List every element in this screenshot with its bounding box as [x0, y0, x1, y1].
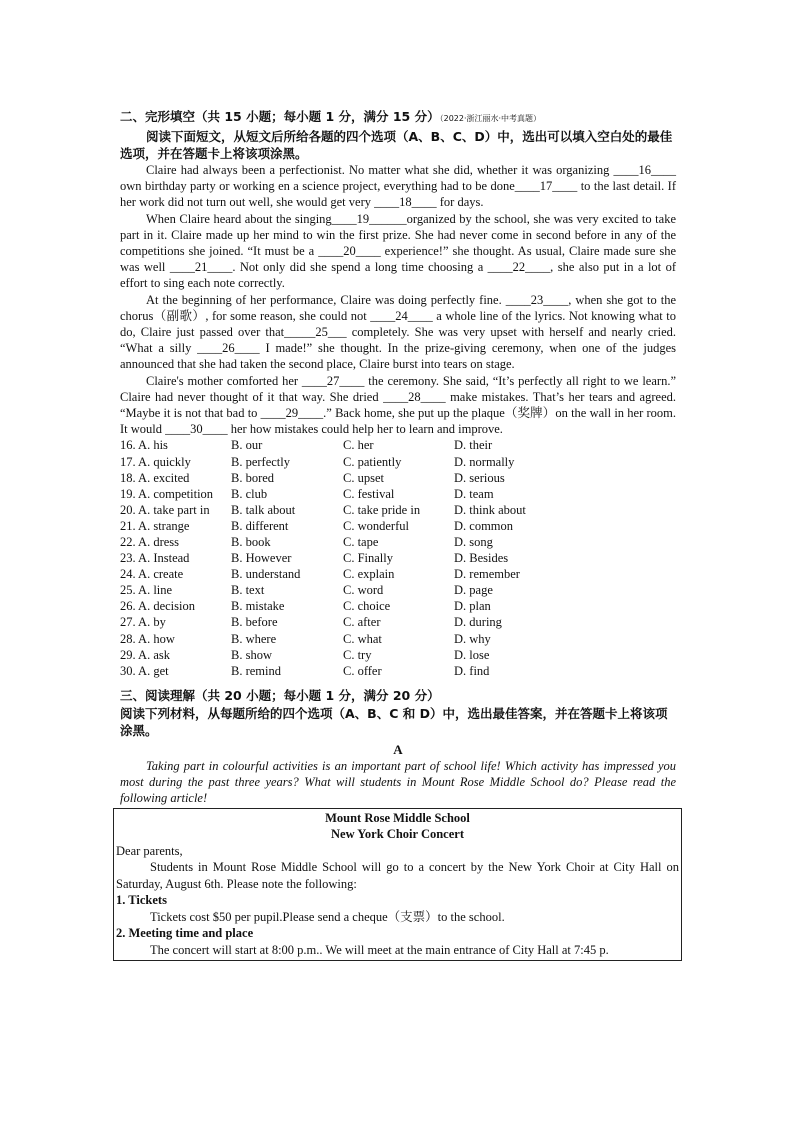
option-c: C. offer — [343, 663, 382, 678]
option-b: B. talk about — [231, 502, 296, 517]
option-b: B. mistake — [231, 599, 285, 614]
option-b: B. different — [231, 518, 289, 533]
option-d: D. lose — [454, 647, 490, 662]
notice-box — [113, 808, 682, 962]
option-c: C. what — [343, 631, 382, 646]
notice-tickets-text: Tickets cost $50 per pupil.Please send a cheque（支票）to the school. — [150, 909, 505, 924]
option-row — [120, 598, 526, 614]
option-b: B. book — [231, 535, 271, 550]
option-c: C. patiently — [343, 454, 402, 469]
option-c: C. try — [343, 647, 372, 662]
option-a: 27. A. by — [120, 615, 166, 630]
option-a: 17. A. quickly — [120, 454, 191, 469]
option-a: 29. A. ask — [120, 647, 170, 662]
option-row — [120, 534, 526, 550]
option-d: D. their — [454, 438, 493, 453]
option-a: 28. A. how — [120, 631, 175, 646]
option-a: 20. A. take part in — [120, 502, 210, 517]
options-table — [120, 437, 526, 678]
option-a: 18. A. excited — [120, 470, 190, 485]
option-d: D. think about — [454, 502, 526, 517]
option-d: D. find — [454, 663, 490, 678]
option-row — [120, 470, 526, 486]
option-c: C. upset — [343, 470, 384, 485]
option-b: B. understand — [231, 567, 301, 582]
section-2-instruction: 阅读下面短文，从短文后所给各题的四个选项（A、B、C、D）中，选出可以填入空白处的最佳选项，并在答题卡上将该项涂黑。 — [120, 129, 673, 161]
section-2-title: 二、完形填空（共 15 小题；每小题 1 分，满分 15 分） — [120, 109, 440, 124]
option-c: C. wonderful — [343, 518, 409, 533]
worksheet-page — [116, 108, 679, 961]
source-note: （2022·浙江丽水·中考真题） — [439, 114, 542, 123]
option-a: 22. A. dress — [120, 535, 180, 550]
option-row — [120, 663, 526, 679]
option-row — [120, 454, 526, 470]
option-c: C. tape — [343, 535, 379, 550]
notice-body: Students in Mount Rose Middle School will go to a concert by the New York Choir at City Hall on Saturday, August 6th. Please note the following: — [116, 860, 679, 891]
passage-paragraph-2: When Claire heard about the singing____19______organized by the school, she was very excited to take part in it. Claire made up her mind to win the first prize. She had never come in second before in any of the competitions she joined. “It must be a ____20____ experience!” she thought. As usual, Claire made sure she was well ____21____. Not only did she spend a long time choosing a ____22____, she also put in a lot of effort to sing each note correctly. — [120, 211, 676, 291]
option-row — [120, 437, 526, 453]
option-row — [120, 582, 526, 598]
option-b: B. before — [231, 615, 278, 630]
passage-paragraph-3: At the beginning of her performance, Claire was doing perfectly fine. ____23____, when she got to the chorus（副歌）, for some reason, she could not ____24____ a whole line of the lyrics. Not knowing what to do, Claire just passed over that_____25___ completely. She was very upset with herself and nearly cried. “What a silly ____26____ I made!” she thought. In the prize-giving ceremony, when one of the judges announced that she had taken the second place, Claire burst into tears on stage. — [120, 292, 676, 372]
passage-intro: Taking part in colourful activities is an important part of school life! Which activity has impressed you most during the past three years? What will students in Mount Rose Middle School do? Please read the following article! — [120, 758, 676, 805]
option-b: B. However — [231, 551, 292, 566]
section-3 — [116, 687, 679, 962]
option-c: C. festival — [343, 486, 395, 501]
passage-label: A — [393, 741, 403, 757]
option-d: D. remember — [454, 567, 520, 582]
notice-heading-meeting: 2. Meeting time and place — [116, 926, 254, 941]
option-row — [120, 486, 526, 502]
option-c: C. Finally — [343, 551, 394, 566]
option-b: B. club — [231, 486, 268, 501]
option-c: C. her — [343, 438, 374, 453]
section-2-heading — [120, 108, 676, 128]
option-a: 23. A. Instead — [120, 551, 190, 566]
passage-paragraph-1: Claire had always been a perfectionist. No matter what she did, whether it was organizing ____16____ own birthday party or working en a science project, everything had to be done____17____ to the last detail. If her work did not turn out well, she would get very ____18____ for days. — [120, 163, 676, 210]
option-a: 16. A. his — [120, 438, 168, 453]
option-d: D. normally — [454, 454, 515, 469]
option-c: C. take pride in — [343, 502, 421, 517]
option-b: B. our — [231, 438, 263, 453]
option-row — [120, 566, 526, 582]
section-3-title: 三、阅读理解（共 20 小题；每小题 1 分，满分 20 分） — [120, 687, 440, 703]
section-3-instruction: 阅读下列材料，从每题所给的四个选项（A、B、C 和 D）中，选出最佳答案，并在答题卡上将该项涂黑。 — [120, 705, 668, 738]
option-row — [120, 518, 526, 534]
option-a: 19. A. competition — [120, 486, 214, 501]
option-a: 25. A. line — [120, 583, 173, 598]
option-c: C. explain — [343, 567, 395, 582]
option-d: D. common — [454, 518, 514, 533]
option-row — [120, 647, 526, 663]
option-d: D. song — [454, 535, 493, 550]
option-c: C. after — [343, 615, 381, 630]
option-d: D. plan — [454, 599, 491, 614]
option-row — [120, 550, 526, 566]
option-c: C. word — [343, 583, 384, 598]
option-row — [120, 614, 526, 630]
option-d: D. during — [454, 615, 502, 630]
option-a: 24. A. create — [120, 567, 184, 582]
option-d: D. page — [454, 583, 493, 598]
passage-paragraph-4: Claire's mother comforted her ____27____ the ceremony. She said, “It’s perfectly all right to we learn.” Claire had never thought of it that way. She dried ____28____ make mistakes. That’s her tears and agreed. “Maybe it is not that bad to ____29____.” Back home, she put up the plaque（奖牌）on the wall in her room. It would ____30____ her how mistakes could help her to learn and improve. — [120, 373, 676, 437]
option-d: D. team — [454, 486, 494, 501]
option-a: 26. A. decision — [120, 599, 195, 614]
option-a: 21. A. strange — [120, 518, 190, 533]
option-a: 30. A. get — [120, 663, 169, 678]
option-b: B. perfectly — [231, 454, 291, 469]
option-d: D. why — [454, 631, 491, 646]
notice-meeting-text: The concert will start at 8:00 p.m.. We will meet at the main entrance of City Hall at 7:45 p. — [150, 942, 609, 957]
option-c: C. choice — [343, 599, 391, 614]
option-row — [120, 502, 526, 518]
notice-greeting: Dear parents, — [116, 843, 183, 858]
option-d: D. Besides — [454, 551, 509, 566]
option-b: B. text — [231, 583, 265, 598]
notice-school: Mount Rose Middle School — [325, 810, 470, 825]
notice-event: New York Choir Concert — [331, 827, 464, 842]
option-row — [120, 631, 526, 647]
option-b: B. where — [231, 631, 277, 646]
option-b: B. show — [231, 647, 272, 662]
notice-heading-tickets: 1. Tickets — [116, 893, 167, 908]
option-b: B. bored — [231, 470, 275, 485]
option-b: B. remind — [231, 663, 281, 678]
option-d: D. serious — [454, 470, 505, 485]
